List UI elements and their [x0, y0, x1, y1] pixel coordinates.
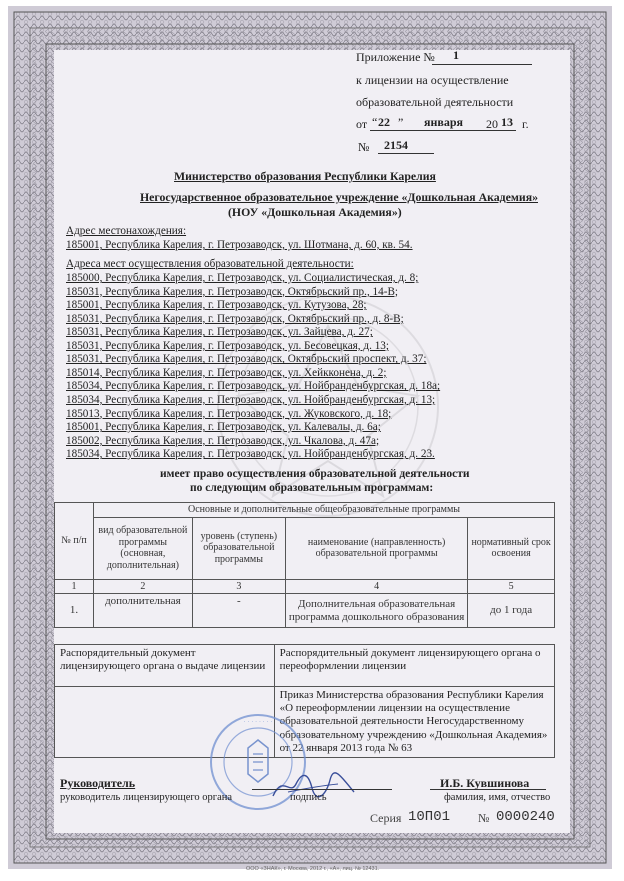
location-label: Адрес местонахождения: — [66, 225, 187, 237]
activity-addresses-label: Адреса мест осуществления образовательной деятельности: — [66, 258, 354, 270]
signer-name: И.Б. Кувшинова — [440, 776, 530, 790]
header-line-3: образовательной деятельности — [356, 95, 514, 109]
activity-address-item: 185001, Республика Карелия, г. Петрозаводск, ул. Калевалы, д. 6а; — [66, 421, 381, 434]
date-underline — [370, 130, 516, 131]
index-cell: 4 — [285, 579, 467, 594]
col-name-header: наименование (направленность) образовательной программы — [285, 517, 467, 579]
activity-address-item: 185031, Республика Карелия, г. Петрозаводск, ул. Бесовецкая, д. 13; — [66, 339, 389, 352]
activity-address-item: 185034, Республика Карелия, г. Петрозаводск, ул. Нойбранденбургская, д. 18а; — [66, 380, 441, 393]
row-program-name: Дополнительная образовательная программа дошкольного образования — [285, 594, 467, 628]
activity-address-item: 185034, Республика Карелия, г. Петрозаводск, ул. Нойбранденбургская, д. 13; — [66, 393, 436, 406]
signature-caption: подпись — [290, 792, 327, 803]
license-number: 2154 — [384, 138, 408, 152]
date-year-prefix: 20 — [486, 117, 498, 131]
appendix-number-underline — [432, 64, 532, 65]
name-underline — [430, 789, 546, 790]
row-level: - — [192, 594, 285, 628]
printer-imprint: ООО «ЗНАК», г. Москва, 2012 г., «А», лиц. № 12431. — [246, 866, 380, 872]
col-kind-header: вид образовательной программы (основная, дополнительная) — [94, 517, 193, 579]
appendix-number: 1 — [453, 48, 459, 62]
series-label: Серия — [370, 811, 402, 825]
activity-address-item: 185031, Республика Карелия, г. Петрозаводск, Октябрьский проспект, д. 37; — [66, 353, 427, 366]
date-day: 22 — [378, 115, 390, 129]
serial-number-label: № — [478, 811, 490, 825]
svg-text:· · · · · · · ·: · · · · · · · · — [243, 719, 273, 726]
col-num-header: № п/п — [55, 503, 94, 580]
activity-address-item: 185034, Республика Карелия, г. Петрозаводск, ул. Нойбранденбургская, д. 23. — [66, 448, 435, 461]
series-value: 10П01 — [408, 809, 451, 825]
programs-table — [54, 502, 555, 628]
reissue-order-value: Приказ Министерства образования Республики Карелия «О переоформлении лицензии на осуществление образовательной деятельности Негосударственному образовательному учреждению «Дошкольная Академия» от 22 января 2013 года № 63 — [274, 687, 554, 758]
date-year-suffix: 13 — [501, 115, 513, 129]
date-close-quote: ” — [398, 115, 404, 129]
index-cell: 3 — [192, 579, 285, 594]
group-header: Основные и дополнительные общеобразовательные программы — [94, 503, 555, 518]
activity-address-item: 185031, Республика Карелия, г. Петрозаводск, ул. Зайцева, д. 27; — [66, 326, 373, 339]
row-num: 1. — [55, 594, 94, 628]
activity-address-item: 185013, Республика Карелия, г. Петрозаводск, ул. Жуковского, д. 18; — [66, 407, 392, 420]
date-open-quote: “ — [372, 115, 378, 129]
ministry-title: Министерство образования Республики Карелия — [174, 169, 436, 183]
signature-line — [252, 789, 392, 790]
col-level-header: уровень (ступень) образовательной программы — [192, 517, 285, 579]
row-term: до 1 года — [468, 594, 555, 628]
index-cell: 1 — [55, 579, 94, 594]
org-title-line-1: Негосударственное образовательное учреждение «Дошкольная Академия» — [140, 190, 538, 204]
date-prefix: от — [356, 117, 368, 131]
issue-order-header: Распорядительный документ лицензирующего органа о выдаче лицензии — [55, 645, 275, 687]
activity-address-item: 185001, Республика Карелия, г. Петрозаводск, ул. Кутузова, 28; — [66, 299, 367, 312]
number-underline — [378, 153, 434, 154]
col-term-header: нормативный срок освоения — [468, 517, 555, 579]
header-line-2: к лицензии на осуществление — [356, 73, 509, 87]
activity-address-item: 185002, Республика Карелия, г. Петрозаводск, ул. Чкалова, д. 47а; — [66, 434, 380, 447]
index-cell: 5 — [468, 579, 555, 594]
serial-number-value: 0000240 — [496, 809, 555, 825]
reissue-order-header: Распорядительный документ лицензирующего органа о переоформлении лицензии — [274, 645, 554, 687]
date-suffix: г. — [522, 117, 529, 131]
activity-address-item: 185031, Республика Карелия, г. Петрозаводск, Октябрьский пр., д. 8-В; — [66, 312, 404, 325]
date-month: января — [424, 115, 464, 129]
right-statement-line-2: по следующим образовательным программам: — [190, 482, 434, 494]
right-statement-line-1: имеет право осуществления образовательной деятельности — [160, 468, 470, 480]
appendix-label: Приложение № — [356, 50, 435, 64]
number-label: № — [358, 140, 370, 154]
activity-address-item: 185014, Республика Карелия, г. Петрозаводск, ул. Хейкконена, д. 2; — [66, 366, 387, 379]
signer-role: Руководитель — [60, 776, 136, 790]
activity-address-item: 185031, Республика Карелия, г. Петрозаводск, Октябрьский пр., 14-В; — [66, 285, 399, 298]
name-caption: фамилия, имя, отчество — [444, 792, 551, 803]
row-kind: дополнительная — [94, 594, 193, 628]
index-cell: 2 — [94, 579, 193, 594]
role-caption: руководитель лицензирующего органа — [60, 792, 233, 803]
org-title-line-2: (НОУ «Дошкольная Академия») — [228, 205, 402, 219]
activity-address-item: 185000, Республика Карелия, г. Петрозаводск, ул. Социалистическая, д. 8; — [66, 272, 419, 284]
location-value: 185001, Республика Карелия, г. Петрозаводск, ул. Шотмана, д. 60, кв. 54. — [66, 239, 413, 251]
